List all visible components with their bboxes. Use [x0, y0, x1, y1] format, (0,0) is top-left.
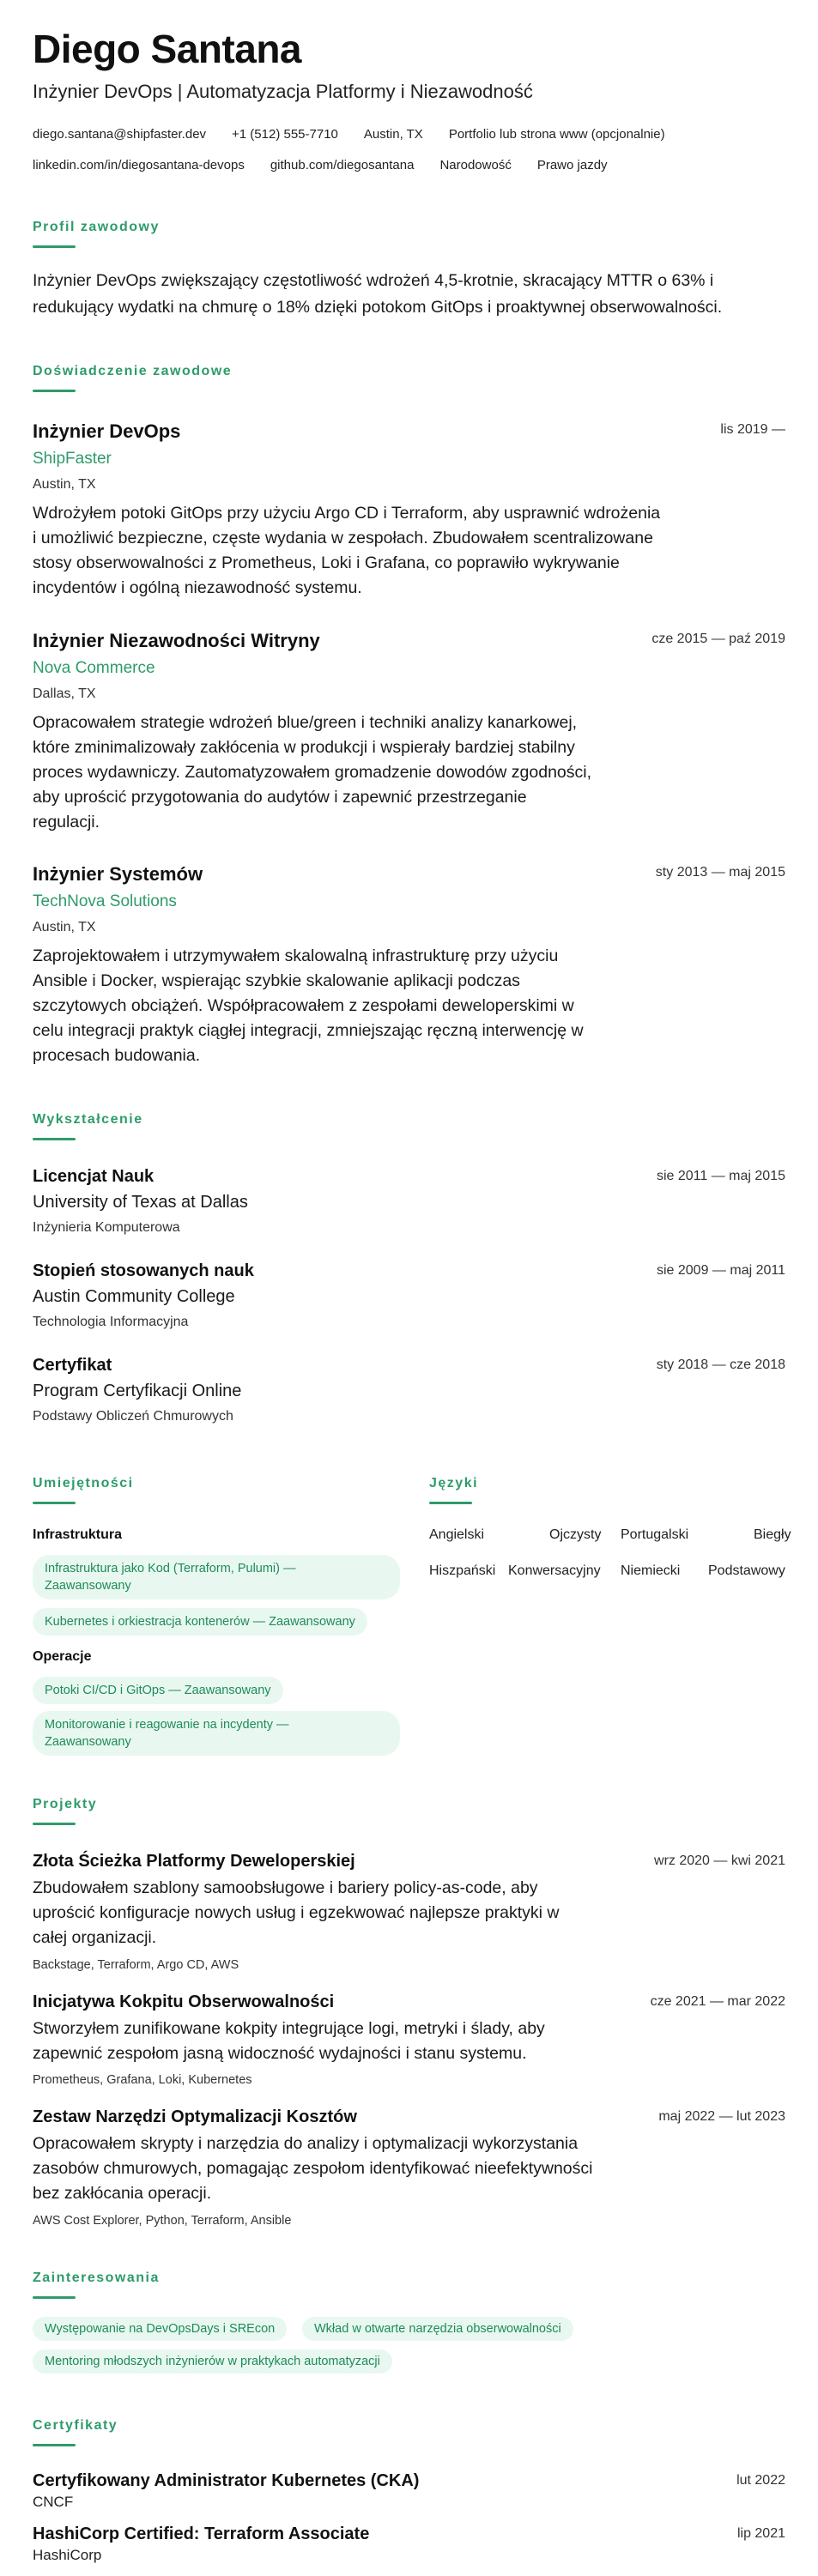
- desc-line: i umożliwić bezpieczne, częste wydania w zespołach. Zbudowałem scentralizowane: [33, 529, 653, 547]
- job-title: Inżynier Systemów: [33, 863, 203, 885]
- desc-line: zapewnić zespołom jasną widoczność wydajności i stanu systemu.: [33, 2044, 527, 2063]
- project-description: [33, 2132, 592, 2206]
- section-rule: [429, 1502, 472, 1504]
- language-name: Hiszpański: [429, 1563, 496, 1578]
- cert-date: lip 2021: [736, 2526, 785, 2541]
- chip-line: Kubernetes i orkiestracja kontenerów — Zaawansowany: [45, 1615, 355, 1629]
- language-name: Niemiecki: [621, 1563, 681, 1578]
- project-tech: Backstage, Terraform, Argo CD, AWS: [33, 1958, 239, 1972]
- language-name: Portugalski: [621, 1527, 689, 1542]
- section-title-interests: Zainteresowania: [33, 2271, 160, 2285]
- job-company: TechNova Solutions: [33, 892, 177, 910]
- desc-line: Zbudowałem szablony samoobsługowe i bariery policy-as-code, aby: [33, 1878, 538, 1897]
- desc-line: aby uprościć przygotowania do audytów i zapewnić przestrzeganie: [33, 788, 527, 807]
- contact-portfolio[interactable]: Portfolio lub strona www (opcjonalnie): [448, 127, 665, 142]
- edu-date: sty 2018 — cze 2018: [656, 1358, 785, 1372]
- project-date: cze 2021 — mar 2022: [650, 1994, 785, 2009]
- desc-line: proces wydawniczy. Zautomatyzowałem gromadzenie dowodów zgodności,: [33, 763, 592, 782]
- language-level: Biegły: [754, 1527, 791, 1542]
- edu-degree: Stopień stosowanych nauk: [33, 1261, 254, 1280]
- section-rule: [33, 245, 76, 248]
- contact-row-1: [33, 127, 691, 142]
- job-description: [33, 711, 591, 835]
- desc-line: zasobów chmurowych, pomagając zespołom identyfikować nieefektywności: [33, 2159, 593, 2178]
- desc-line: uprościć konfiguracje nowych usług i egzekwować najlepsze praktyki w: [33, 1903, 560, 1922]
- section-title-projects: Projekty: [33, 1797, 98, 1811]
- desc-line: Stworzyłem zunifikowane kokpity integrujące logi, metryki i ślady, aby: [33, 2019, 545, 2038]
- job-date: cze 2015 — paź 2019: [651, 632, 785, 646]
- skill-chip: [33, 1677, 283, 1704]
- edu-date: sie 2011 — maj 2015: [656, 1169, 785, 1183]
- job-title: Inżynier DevOps: [33, 420, 181, 442]
- edu-school: Program Certyfikacji Online: [33, 1382, 242, 1400]
- contact-email[interactable]: diego.santana@shipfaster.dev: [33, 127, 207, 142]
- desc-line: Ansible i Docker, wspierając szybkie skalowanie aplikacji podczas: [33, 971, 520, 990]
- candidate-name: Diego Santana: [33, 27, 302, 71]
- skill-group-infrastructure: Infrastruktura: [33, 1527, 123, 1542]
- job-location: Austin, TX: [33, 477, 96, 492]
- section-rule: [33, 2296, 76, 2299]
- candidate-headline: Inżynier DevOps | Automatyzacja Platformy i Niezawodność: [33, 81, 533, 102]
- section-rule: [33, 390, 76, 392]
- skill-chip: [33, 1711, 400, 1756]
- project-title: Inicjatywa Kokpitu Obserwowalności: [33, 1992, 335, 2011]
- edu-school: Austin Community College: [33, 1287, 235, 1306]
- job-title: Inżynier Niezawodności Witryny: [33, 630, 320, 651]
- cert-name: Certyfikowany Administrator Kubernetes (CKA): [33, 2471, 420, 2490]
- edu-field: Podstawy Obliczeń Chmurowych: [33, 1409, 233, 1424]
- edu-school: University of Texas at Dallas: [33, 1193, 248, 1212]
- cert-issuer: CNCF: [33, 2494, 74, 2510]
- desc-line: całej organizacji.: [33, 1928, 157, 1947]
- section-rule: [33, 1502, 76, 1504]
- project-tech: Prometheus, Grafana, Loki, Kubernetes: [33, 2073, 252, 2087]
- desc-line: celu integracji praktyk ciągłej integracji, zmniejszając ręczną interwencję w: [33, 1021, 584, 1040]
- project-title: Zestaw Narzędzi Optymalizacji Kosztów: [33, 2107, 357, 2126]
- desc-line: Wdrożyłem potoki GitOps przy użyciu Argo CD i Terraform, aby usprawnić wdrożenia: [33, 504, 661, 523]
- job-date: sty 2013 — maj 2015: [655, 865, 785, 880]
- section-title-profile: Profil zawodowy: [33, 220, 160, 234]
- job-description: [33, 944, 584, 1068]
- language-level: Konwersacyjny: [508, 1563, 601, 1578]
- contact-linkedin[interactable]: linkedin.com/in/diegosantana-devops: [33, 158, 245, 172]
- section-rule: [33, 2444, 76, 2446]
- edu-field: Technologia Informacyjna: [33, 1315, 189, 1329]
- language-level: Podstawowy: [708, 1563, 785, 1578]
- chip-line: Potoki CI/CD i GitOps — Zaawansowany: [45, 1684, 271, 1697]
- skill-group-operations: Operacje: [33, 1649, 92, 1664]
- profile-summary: Inżynier DevOps zwiększający częstotliwość wdrożeń 4,5-krotnie, skracający MTTR o 63% i redukujący wydatki na chmurę o 18% dzięki potokom GitOps i proaktywnej obserwowalności.: [33, 271, 723, 317]
- edu-degree: Licencjat Nauk: [33, 1167, 155, 1186]
- interest-chip: Występowanie na DevOpsDays i SREcon: [33, 2317, 287, 2341]
- job-company: ShipFaster: [33, 450, 112, 468]
- chip-line: Monitorowanie i reagowanie na incydenty —: [45, 1718, 289, 1732]
- desc-line: stosy obserwowalności z Prometheus, Loki i Grafana, co poprawiło wykrywanie: [33, 553, 620, 572]
- desc-line: procesach budowania.: [33, 1046, 201, 1065]
- desc-line: Zaprojektowałem i utrzymywałem skalowalną infrastrukturę przy użyciu: [33, 946, 559, 965]
- project-description: [33, 1876, 559, 1950]
- desc-line: bez zakłócania operacji.: [33, 2184, 212, 2203]
- project-description: [33, 2017, 545, 2066]
- language-name: Angielski: [429, 1527, 485, 1542]
- interest-chip: Wkład w otwarte narzędzia obserwowalności: [302, 2317, 573, 2341]
- job-location: Dallas, TX: [33, 686, 96, 701]
- cert-date: lut 2022: [736, 2473, 785, 2488]
- contact-driving-license: Prawo jazdy: [536, 158, 608, 172]
- skill-chip: [33, 1555, 400, 1599]
- desc-line: które zminimalizowały zakłócenia w produkcji i wspierały bardziej stabilny: [33, 738, 575, 757]
- section-rule: [33, 1138, 76, 1140]
- job-location: Austin, TX: [33, 920, 96, 934]
- language-level: Ojczysty: [549, 1527, 602, 1542]
- chip-line: Zaawansowany: [45, 1735, 131, 1749]
- project-title: Złota Ścieżka Platformy Deweloperskiej: [33, 1852, 355, 1871]
- edu-degree: Certyfikat: [33, 1356, 112, 1375]
- desc-line: szczytowych obciążeń. Współpracowałem z zespołami deweloperskimi w: [33, 996, 574, 1015]
- desc-line: regulacji.: [33, 813, 100, 831]
- section-rule: [33, 1823, 76, 1825]
- contact-nationality: Narodowość: [439, 158, 512, 172]
- desc-line: Opracowałem strategie wdrożeń blue/green i techniki analizy kanarkowej,: [33, 713, 578, 732]
- project-tech: AWS Cost Explorer, Python, Terraform, Ansible: [33, 2214, 292, 2228]
- desc-line: Opracowałem skrypty i narzędzia do analizy i optymalizacji wykorzystania: [33, 2134, 579, 2153]
- cert-issuer: HashiCorp: [33, 2547, 102, 2563]
- contact-github[interactable]: github.com/diegosantana: [270, 158, 415, 172]
- contact-location: Austin, TX: [363, 127, 423, 142]
- job-date: lis 2019 —: [720, 422, 785, 437]
- edu-field: Inżynieria Komputerowa: [33, 1220, 180, 1235]
- project-date: wrz 2020 — kwi 2021: [654, 1853, 785, 1868]
- cert-name: HashiCorp Certified: Terraform Associate: [33, 2525, 370, 2543]
- section-title-skills: Umiejętności: [33, 1476, 134, 1491]
- project-date: maj 2022 — lut 2023: [658, 2109, 785, 2124]
- interest-chip: Mentoring młodszych inżynierów w praktykach automatyzacji: [33, 2349, 392, 2373]
- contact-phone: +1 (512) 555-7710: [232, 127, 338, 142]
- section-title-experience: Doświadczenie zawodowe: [33, 364, 233, 378]
- contact-row-2: [33, 158, 633, 172]
- section-title-education: Wykształcenie: [33, 1112, 143, 1127]
- desc-line: incydentów i ogólną niezawodność systemu.: [33, 578, 362, 597]
- edu-date: sie 2009 — maj 2011: [656, 1263, 785, 1278]
- section-title-certifications: Certyfikaty: [33, 2418, 118, 2433]
- job-company: Nova Commerce: [33, 659, 155, 677]
- chip-line: Infrastruktura jako Kod (Terraform, Pulumi) —: [45, 1562, 296, 1575]
- job-description: [33, 501, 660, 601]
- skill-chip: [33, 1608, 367, 1636]
- chip-line: Zaawansowany: [45, 1579, 131, 1593]
- section-title-languages: Języki: [429, 1476, 479, 1491]
